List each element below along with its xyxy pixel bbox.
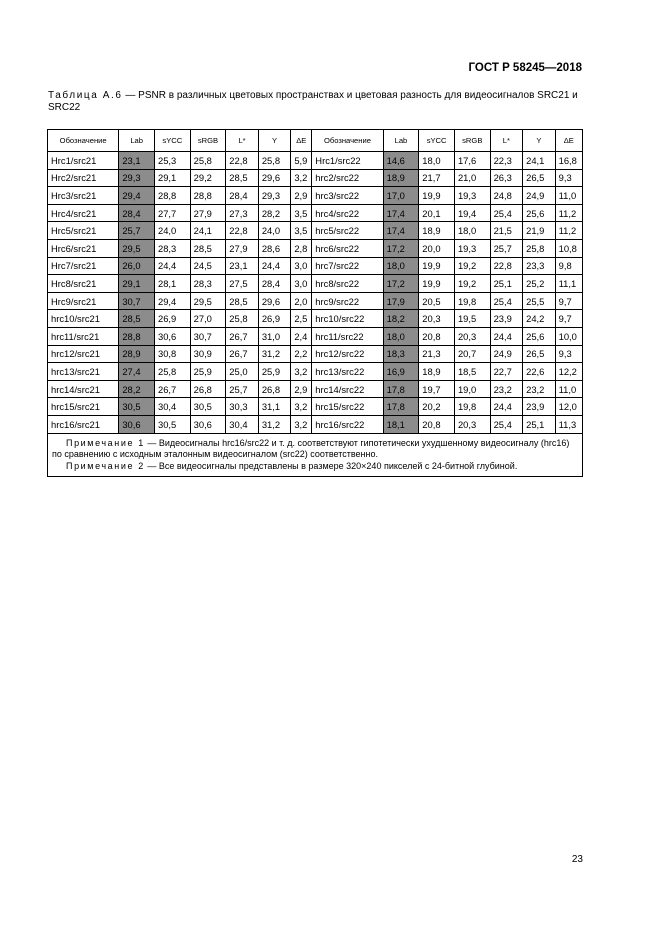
- value-cell: 25,9: [258, 363, 291, 381]
- row-label-cell: hrc16/src21: [48, 415, 119, 433]
- row-label-cell: Hrc5/src21: [48, 222, 119, 240]
- value-cell: 30,7: [190, 327, 226, 345]
- table-caption-text: — PSNR в различных цветовых пространствах и цветовая разность для видеосигналов SRC21 и SRC22: [48, 90, 578, 113]
- value-cell: 3,2: [291, 415, 312, 433]
- lab-value-cell: 17,9: [383, 292, 419, 310]
- value-cell: 30,6: [190, 415, 226, 433]
- row-label-cell: Hrc6/src21: [48, 239, 119, 257]
- note-2-label: Примечание 2: [66, 460, 145, 471]
- value-cell: 25,6: [523, 327, 556, 345]
- value-cell: 18,5: [454, 363, 490, 381]
- row-label-cell: hrc11/src21: [48, 327, 119, 345]
- value-cell: 21,7: [419, 169, 455, 187]
- value-cell: 23,1: [226, 257, 259, 275]
- value-cell: 25,8: [258, 152, 291, 170]
- value-cell: 28,8: [154, 187, 190, 205]
- lab-value-cell: 28,2: [119, 380, 155, 398]
- value-cell: 20,8: [419, 415, 455, 433]
- value-cell: 25,4: [490, 204, 523, 222]
- value-cell: 24,1: [190, 222, 226, 240]
- value-cell: 26,9: [154, 310, 190, 328]
- row-label-cell: hrc13/src21: [48, 363, 119, 381]
- lab-value-cell: 29,4: [119, 187, 155, 205]
- table-row: [48, 380, 583, 398]
- value-cell: 19,4: [454, 204, 490, 222]
- value-cell: 18,9: [419, 363, 455, 381]
- psnr-table: [47, 129, 583, 477]
- value-cell: 9,7: [555, 310, 582, 328]
- value-cell: 28,4: [226, 187, 259, 205]
- value-cell: 25,8: [154, 363, 190, 381]
- value-cell: 27,3: [226, 204, 259, 222]
- value-cell: 11,1: [555, 275, 582, 293]
- value-cell: 31,1: [258, 398, 291, 416]
- value-cell: 3,5: [291, 204, 312, 222]
- value-cell: 19,5: [454, 310, 490, 328]
- value-cell: 25,2: [523, 275, 556, 293]
- value-cell: 28,5: [226, 292, 259, 310]
- row-label-cell: hrc10/src22: [312, 310, 383, 328]
- value-cell: 22,6: [523, 363, 556, 381]
- row-label-cell: hrc11/src22: [312, 327, 383, 345]
- value-cell: 23,2: [523, 380, 556, 398]
- table-caption: [48, 90, 593, 114]
- value-cell: 21,3: [419, 345, 455, 363]
- value-cell: 11,0: [555, 380, 582, 398]
- column-header: sYCC: [154, 130, 190, 152]
- value-cell: 29,6: [258, 292, 291, 310]
- value-cell: 29,5: [190, 292, 226, 310]
- column-header: Y: [523, 130, 556, 152]
- lab-value-cell: 17,0: [383, 187, 419, 205]
- value-cell: 29,1: [154, 169, 190, 187]
- table-row: [48, 152, 583, 170]
- row-label-cell: hrc5/src22: [312, 222, 383, 240]
- table-row: [48, 415, 583, 433]
- lab-value-cell: 26,0: [119, 257, 155, 275]
- value-cell: 30,8: [154, 345, 190, 363]
- lab-value-cell: 29,5: [119, 239, 155, 257]
- row-label-cell: Hrc4/src21: [48, 204, 119, 222]
- value-cell: 24,5: [190, 257, 226, 275]
- value-cell: 21,9: [523, 222, 556, 240]
- value-cell: 2,0: [291, 292, 312, 310]
- table-row: [48, 187, 583, 205]
- value-cell: 19,3: [454, 187, 490, 205]
- value-cell: 24,9: [523, 187, 556, 205]
- value-cell: 3,2: [291, 398, 312, 416]
- notes-row: [48, 433, 583, 477]
- row-label-cell: Hrc9/src21: [48, 292, 119, 310]
- value-cell: 26,9: [258, 310, 291, 328]
- value-cell: 24,1: [523, 152, 556, 170]
- value-cell: 3,0: [291, 275, 312, 293]
- value-cell: 23,9: [490, 310, 523, 328]
- lab-value-cell: 29,1: [119, 275, 155, 293]
- table-row: [48, 239, 583, 257]
- row-label-cell: hrc14/src22: [312, 380, 383, 398]
- value-cell: 20,3: [454, 327, 490, 345]
- value-cell: 21,0: [454, 169, 490, 187]
- value-cell: 25,4: [490, 415, 523, 433]
- value-cell: 23,2: [490, 380, 523, 398]
- value-cell: 25,5: [523, 292, 556, 310]
- column-header: Обозначение: [312, 130, 383, 152]
- table-body: [48, 152, 583, 434]
- value-cell: 24,4: [490, 327, 523, 345]
- lab-value-cell: 30,6: [119, 415, 155, 433]
- value-cell: 11,3: [555, 415, 582, 433]
- value-cell: 30,5: [154, 415, 190, 433]
- value-cell: 29,4: [154, 292, 190, 310]
- table-row: [48, 345, 583, 363]
- value-cell: 25,3: [154, 152, 190, 170]
- note-1: [52, 438, 578, 461]
- row-label-cell: hrc9/src22: [312, 292, 383, 310]
- lab-value-cell: 18,0: [383, 257, 419, 275]
- value-cell: 2,9: [291, 380, 312, 398]
- row-label-cell: hrc12/src22: [312, 345, 383, 363]
- lab-value-cell: 14,6: [383, 152, 419, 170]
- value-cell: 24,9: [490, 345, 523, 363]
- value-cell: 24,4: [490, 398, 523, 416]
- value-cell: 27,9: [226, 239, 259, 257]
- lab-value-cell: 17,4: [383, 222, 419, 240]
- value-cell: 19,9: [419, 187, 455, 205]
- lab-value-cell: 30,5: [119, 398, 155, 416]
- value-cell: 20,5: [419, 292, 455, 310]
- row-label-cell: hrc2/src22: [312, 169, 383, 187]
- lab-value-cell: 18,3: [383, 345, 419, 363]
- value-cell: 31,0: [258, 327, 291, 345]
- value-cell: 23,3: [523, 257, 556, 275]
- lab-value-cell: 17,4: [383, 204, 419, 222]
- value-cell: 27,5: [226, 275, 259, 293]
- value-cell: 25,1: [523, 415, 556, 433]
- row-label-cell: hrc4/src22: [312, 204, 383, 222]
- row-label-cell: hrc12/src21: [48, 345, 119, 363]
- value-cell: 22,3: [490, 152, 523, 170]
- value-cell: 20,3: [454, 415, 490, 433]
- value-cell: 19,9: [419, 257, 455, 275]
- note-2: [52, 461, 578, 473]
- value-cell: 20,2: [419, 398, 455, 416]
- row-label-cell: hrc7/src22: [312, 257, 383, 275]
- row-label-cell: hrc15/src21: [48, 398, 119, 416]
- value-cell: 25,1: [490, 275, 523, 293]
- value-cell: 18,0: [419, 152, 455, 170]
- value-cell: 28,3: [154, 239, 190, 257]
- value-cell: 28,4: [258, 275, 291, 293]
- value-cell: 19,9: [419, 275, 455, 293]
- value-cell: 26,5: [523, 345, 556, 363]
- value-cell: 11,2: [555, 222, 582, 240]
- value-cell: 19,2: [454, 257, 490, 275]
- value-cell: 20,1: [419, 204, 455, 222]
- value-cell: 27,0: [190, 310, 226, 328]
- column-header: Обозначение: [48, 130, 119, 152]
- lab-value-cell: 18,1: [383, 415, 419, 433]
- row-label-cell: Hrc3/src21: [48, 187, 119, 205]
- lab-value-cell: 28,5: [119, 310, 155, 328]
- lab-value-cell: 17,2: [383, 275, 419, 293]
- lab-value-cell: 29,3: [119, 169, 155, 187]
- lab-value-cell: 28,4: [119, 204, 155, 222]
- value-cell: 19,7: [419, 380, 455, 398]
- value-cell: 9,3: [555, 345, 582, 363]
- row-label-cell: hrc10/src21: [48, 310, 119, 328]
- row-label-cell: Hrc1/src21: [48, 152, 119, 170]
- value-cell: 20,0: [419, 239, 455, 257]
- row-label-cell: Hrc7/src21: [48, 257, 119, 275]
- value-cell: 27,7: [154, 204, 190, 222]
- value-cell: 28,5: [190, 239, 226, 257]
- lab-value-cell: 28,8: [119, 327, 155, 345]
- value-cell: 30,6: [154, 327, 190, 345]
- column-header: ΔE: [555, 130, 582, 152]
- value-cell: 22,8: [226, 152, 259, 170]
- value-cell: 30,4: [154, 398, 190, 416]
- table-row: [48, 327, 583, 345]
- value-cell: 31,2: [258, 415, 291, 433]
- value-cell: 11,2: [555, 204, 582, 222]
- row-label-cell: Hrc2/src21: [48, 169, 119, 187]
- value-cell: 20,8: [419, 327, 455, 345]
- column-header: sYCC: [419, 130, 455, 152]
- note-1-text: — Видеосигналы hrc16/src22 и т. д. соответствуют гипотетически ухудшенному видеосигналу (hrc16) по сравнению с исходным эталонным видеосигналом (src22) соответственно.: [52, 437, 570, 459]
- lab-value-cell: 18,2: [383, 310, 419, 328]
- lab-value-cell: 17,8: [383, 380, 419, 398]
- value-cell: 29,3: [258, 187, 291, 205]
- row-label-cell: hrc3/src22: [312, 187, 383, 205]
- value-cell: 25,7: [490, 239, 523, 257]
- page-number: 23: [571, 854, 583, 865]
- value-cell: 22,7: [490, 363, 523, 381]
- value-cell: 26,8: [258, 380, 291, 398]
- lab-value-cell: 18,9: [383, 169, 419, 187]
- lab-value-cell: 17,8: [383, 398, 419, 416]
- column-header: Lab: [119, 130, 155, 152]
- value-cell: 21,5: [490, 222, 523, 240]
- value-cell: 26,5: [523, 169, 556, 187]
- row-label-cell: Hrc1/src22: [312, 152, 383, 170]
- note-1-label: Примечание 1: [66, 437, 145, 448]
- value-cell: 19,2: [454, 275, 490, 293]
- table-header-row: [48, 130, 583, 152]
- column-header: L*: [226, 130, 259, 152]
- value-cell: 19,8: [454, 398, 490, 416]
- lab-value-cell: 30,7: [119, 292, 155, 310]
- value-cell: 3,5: [291, 222, 312, 240]
- value-cell: 10,8: [555, 239, 582, 257]
- value-cell: 3,0: [291, 257, 312, 275]
- value-cell: 25,9: [190, 363, 226, 381]
- value-cell: 25,0: [226, 363, 259, 381]
- row-label-cell: hrc6/src22: [312, 239, 383, 257]
- value-cell: 17,6: [454, 152, 490, 170]
- value-cell: 25,6: [523, 204, 556, 222]
- table-row: [48, 257, 583, 275]
- standard-designation: ГОСТ Р 58245—2018: [468, 62, 582, 74]
- column-header: Y: [258, 130, 291, 152]
- value-cell: 18,9: [419, 222, 455, 240]
- value-cell: 24,0: [258, 222, 291, 240]
- value-cell: 12,0: [555, 398, 582, 416]
- table-row: [48, 363, 583, 381]
- value-cell: 24,2: [523, 310, 556, 328]
- value-cell: 12,2: [555, 363, 582, 381]
- column-header: L*: [490, 130, 523, 152]
- table-row: [48, 222, 583, 240]
- value-cell: 2,8: [291, 239, 312, 257]
- value-cell: 3,2: [291, 363, 312, 381]
- table-row: [48, 169, 583, 187]
- row-label-cell: Hrc8/src21: [48, 275, 119, 293]
- value-cell: 18,0: [454, 222, 490, 240]
- value-cell: 9,8: [555, 257, 582, 275]
- value-cell: 26,7: [226, 345, 259, 363]
- value-cell: 19,8: [454, 292, 490, 310]
- value-cell: 19,3: [454, 239, 490, 257]
- table-row: [48, 398, 583, 416]
- value-cell: 9,3: [555, 169, 582, 187]
- value-cell: 30,3: [226, 398, 259, 416]
- value-cell: 28,1: [154, 275, 190, 293]
- table-row: [48, 292, 583, 310]
- value-cell: 30,9: [190, 345, 226, 363]
- value-cell: 24,0: [154, 222, 190, 240]
- value-cell: 19,0: [454, 380, 490, 398]
- row-label-cell: hrc15/src22: [312, 398, 383, 416]
- column-header: sRGB: [190, 130, 226, 152]
- column-header: ΔE: [291, 130, 312, 152]
- row-label-cell: hrc14/src21: [48, 380, 119, 398]
- value-cell: 24,8: [490, 187, 523, 205]
- table-caption-label: Таблица А.6: [48, 90, 123, 101]
- lab-value-cell: 18,0: [383, 327, 419, 345]
- lab-value-cell: 28,9: [119, 345, 155, 363]
- row-label-cell: hrc16/src22: [312, 415, 383, 433]
- notes-cell: [48, 433, 583, 477]
- value-cell: 3,2: [291, 169, 312, 187]
- lab-value-cell: 17,2: [383, 239, 419, 257]
- value-cell: 24,4: [258, 257, 291, 275]
- value-cell: 29,6: [258, 169, 291, 187]
- value-cell: 20,7: [454, 345, 490, 363]
- value-cell: 11,0: [555, 187, 582, 205]
- value-cell: 25,7: [226, 380, 259, 398]
- value-cell: 2,4: [291, 327, 312, 345]
- value-cell: 30,4: [226, 415, 259, 433]
- value-cell: 26,3: [490, 169, 523, 187]
- value-cell: 29,2: [190, 169, 226, 187]
- value-cell: 2,2: [291, 345, 312, 363]
- value-cell: 22,8: [490, 257, 523, 275]
- value-cell: 22,8: [226, 222, 259, 240]
- table-row: [48, 204, 583, 222]
- value-cell: 23,9: [523, 398, 556, 416]
- value-cell: 28,8: [190, 187, 226, 205]
- value-cell: 27,9: [190, 204, 226, 222]
- lab-value-cell: 25,7: [119, 222, 155, 240]
- value-cell: 26,8: [190, 380, 226, 398]
- value-cell: 10,0: [555, 327, 582, 345]
- value-cell: 28,6: [258, 239, 291, 257]
- value-cell: 5,9: [291, 152, 312, 170]
- lab-value-cell: 16,9: [383, 363, 419, 381]
- value-cell: 26,7: [226, 327, 259, 345]
- note-2-text: — Все видеосигналы представлены в размере 320×240 пикселей с 24-битной глубиной.: [144, 460, 518, 471]
- column-header: Lab: [383, 130, 419, 152]
- lab-value-cell: 27,4: [119, 363, 155, 381]
- value-cell: 25,8: [523, 239, 556, 257]
- value-cell: 28,3: [190, 275, 226, 293]
- value-cell: 2,5: [291, 310, 312, 328]
- value-cell: 20,3: [419, 310, 455, 328]
- value-cell: 25,8: [226, 310, 259, 328]
- value-cell: 28,2: [258, 204, 291, 222]
- value-cell: 31,2: [258, 345, 291, 363]
- column-header: sRGB: [454, 130, 490, 152]
- value-cell: 25,8: [190, 152, 226, 170]
- value-cell: 24,4: [154, 257, 190, 275]
- table-row: [48, 310, 583, 328]
- value-cell: 2,9: [291, 187, 312, 205]
- row-label-cell: hrc8/src22: [312, 275, 383, 293]
- value-cell: 25,4: [490, 292, 523, 310]
- value-cell: 26,7: [154, 380, 190, 398]
- row-label-cell: hrc13/src22: [312, 363, 383, 381]
- lab-value-cell: 23,1: [119, 152, 155, 170]
- value-cell: 16,8: [555, 152, 582, 170]
- value-cell: 28,5: [226, 169, 259, 187]
- table-row: [48, 275, 583, 293]
- value-cell: 9,7: [555, 292, 582, 310]
- value-cell: 30,5: [190, 398, 226, 416]
